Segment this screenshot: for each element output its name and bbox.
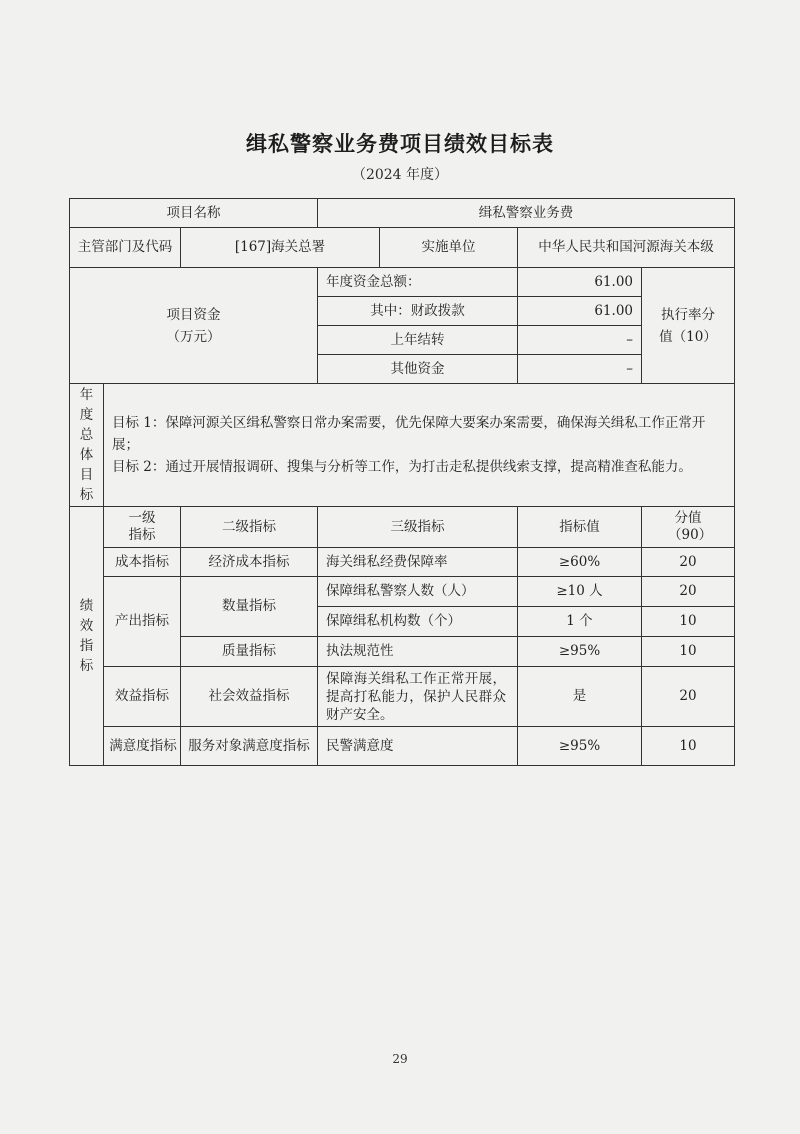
annual-goal-row [70, 384, 735, 507]
execution-rate-label: 执行率分值（10） [642, 268, 735, 384]
table-row [70, 667, 735, 727]
level3-cell: 保障海关缉私工作正常开展，提高打私能力，保护人民群众财产安全。 [318, 667, 518, 727]
level3-header: 三级指标 [318, 507, 518, 548]
page-subtitle: （2024 年度） [351, 167, 449, 183]
table-row [70, 548, 735, 577]
score-cell: 20 [642, 667, 735, 727]
level3-cell: 保障缉私警察人数（人） [318, 577, 518, 607]
funds-row [70, 268, 735, 297]
level1-header: 一级指标 [104, 507, 181, 548]
score-cell: 10 [642, 727, 735, 766]
level3-cell: 民警满意度 [318, 727, 518, 766]
value-cell: 是 [518, 667, 642, 727]
funds-other-label: 其他资金 [318, 355, 518, 384]
table-row [70, 577, 735, 607]
level2-cell: 质量指标 [181, 637, 318, 667]
indicators-label: 绩效指标 [70, 507, 104, 766]
value-cell: ≥10 人 [518, 577, 642, 607]
value-cell: ≥95% [518, 637, 642, 667]
level3-cell: 海关缉私经费保障率 [318, 548, 518, 577]
score-cell: 20 [642, 577, 735, 607]
department-value: [167]海关总署 [181, 228, 380, 268]
department-row [70, 228, 735, 268]
value-cell: ≥95% [518, 727, 642, 766]
level1-cell: 满意度指标 [104, 727, 181, 766]
level1-cell: 效益指标 [104, 667, 181, 727]
level2-cell: 经济成本指标 [181, 548, 318, 577]
annual-goal-label: 年度总体目标 [70, 384, 104, 507]
funds-fiscal-value: 61.00 [518, 297, 642, 326]
score-cell: 20 [642, 548, 735, 577]
level2-cell: 服务对象满意度指标 [181, 727, 318, 766]
implementer-label: 实施单位 [380, 228, 518, 268]
page-title: 缉私警察业务费项目绩效目标表 [246, 132, 554, 156]
level1-cell: 产出指标 [104, 577, 181, 667]
value-cell: ≥60% [518, 548, 642, 577]
level3-cell: 执法规范性 [318, 637, 518, 667]
funds-fiscal-label: 其中：财政拨款 [318, 297, 518, 326]
value-header: 指标值 [518, 507, 642, 548]
table-row [70, 727, 735, 766]
funds-total-label: 年度资金总额： [318, 268, 518, 297]
score-cell: 10 [642, 637, 735, 667]
goal-1: 目标 1：保障河源关区缉私警察日常办案需要，优先保障大要案办案需要，确保海关缉私工作正常开展； [112, 415, 706, 453]
funds-label: 项目资金（万元） [70, 268, 318, 384]
page-number: 29 [392, 1052, 408, 1066]
funds-other-value: – [518, 355, 642, 384]
funds-carryover-value: – [518, 326, 642, 355]
funds-carryover-label: 上年结转 [318, 326, 518, 355]
project-name-label: 项目名称 [70, 199, 318, 228]
goal-2: 目标 2：通过开展情报调研、搜集与分析等工作，为打击走私提供线索支撑，提高精准查私能力。 [112, 459, 692, 475]
score-cell: 10 [642, 607, 735, 637]
implementer-value: 中华人民共和国河源海关本级 [518, 228, 735, 268]
level3-cell: 保障缉私机构数（个） [318, 607, 518, 637]
annual-goal-content [104, 384, 735, 507]
level2-header: 二级指标 [181, 507, 318, 548]
level1-cell: 成本指标 [104, 548, 181, 577]
department-label: 主管部门及代码 [70, 228, 181, 268]
project-name-value: 缉私警察业务费 [318, 199, 735, 228]
performance-table [69, 198, 735, 766]
level2-cell: 社会效益指标 [181, 667, 318, 727]
funds-total-value: 61.00 [518, 268, 642, 297]
project-name-row [70, 199, 735, 228]
score-header: 分值（90） [642, 507, 735, 548]
level2-cell: 数量指标 [181, 577, 318, 637]
indicator-header-row [70, 507, 735, 548]
value-cell: 1 个 [518, 607, 642, 637]
